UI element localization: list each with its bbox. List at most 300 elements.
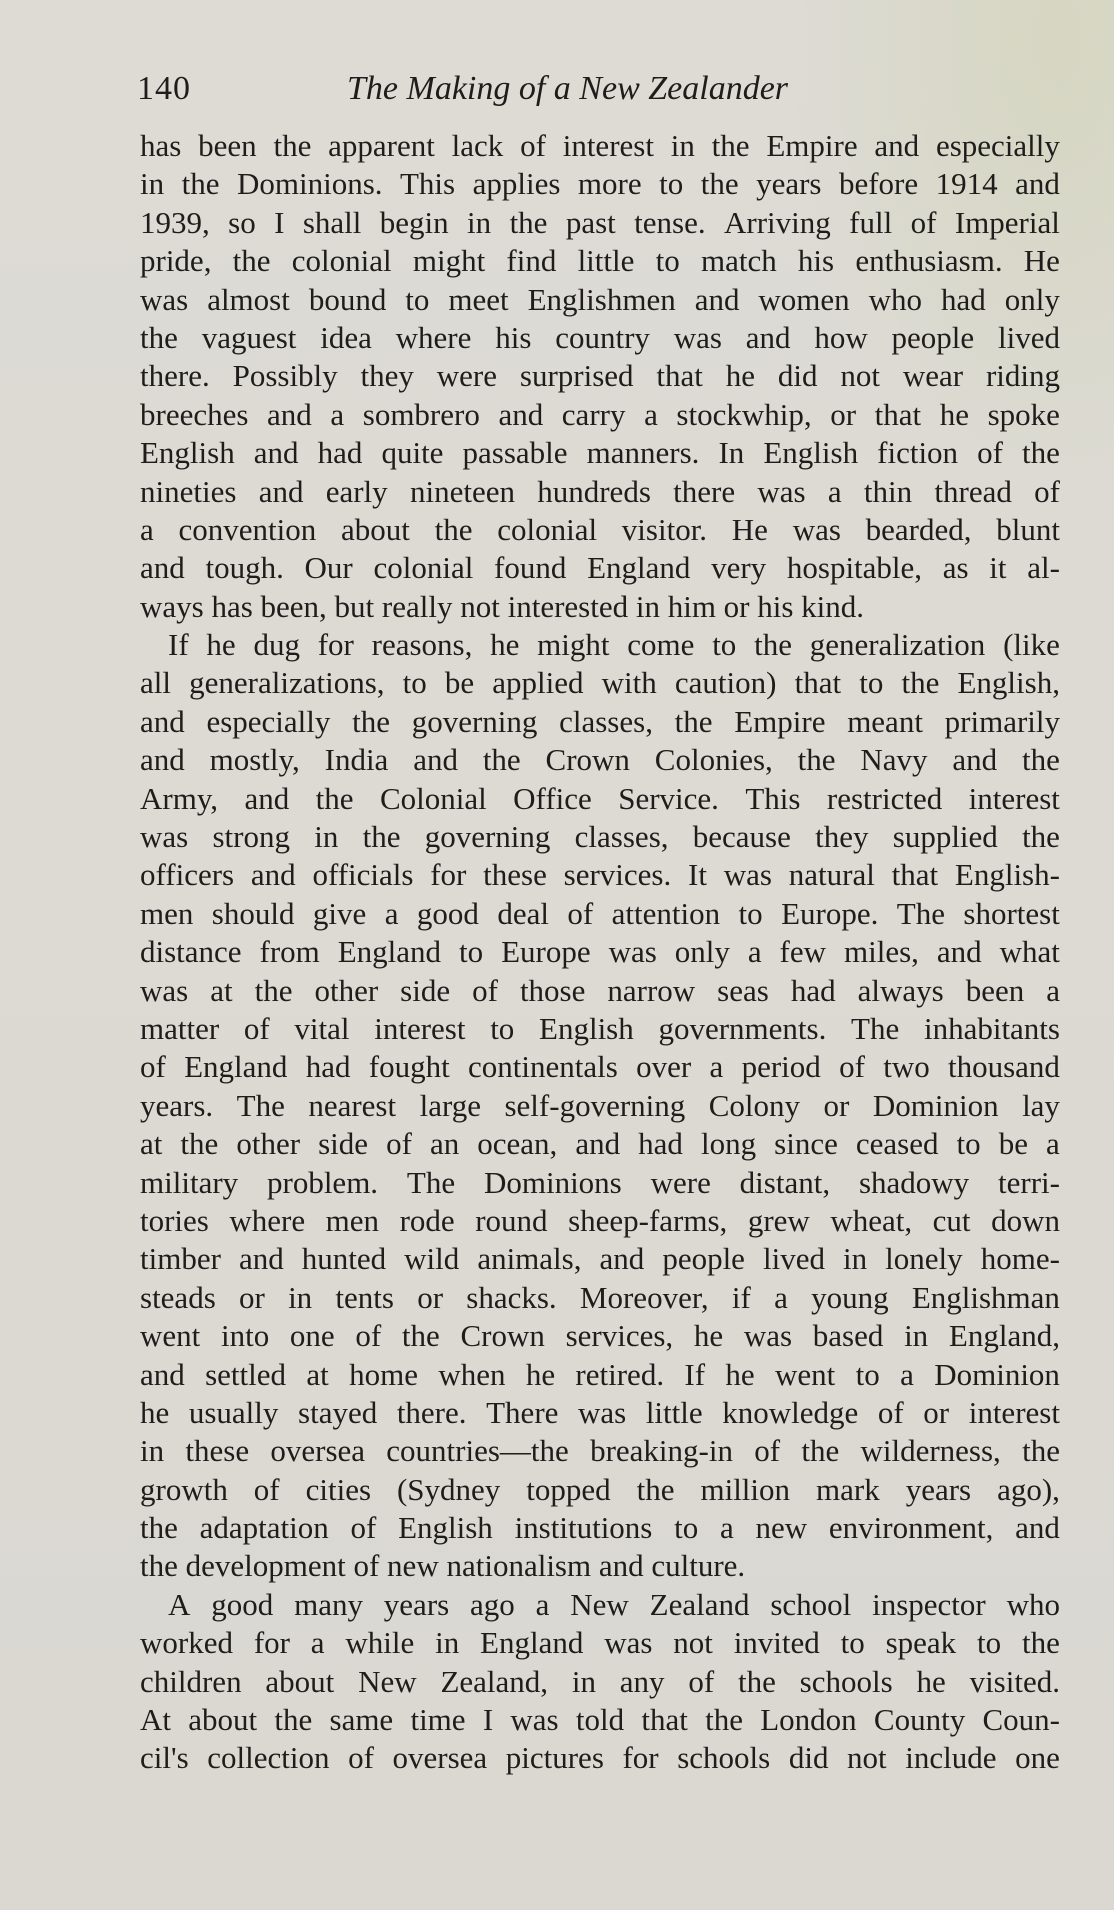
word: strong	[212, 819, 290, 855]
text-line	[140, 1240, 1060, 1278]
word: apparent	[328, 128, 435, 163]
word: a	[900, 1356, 914, 1392]
text-line	[140, 319, 1060, 357]
word: before	[838, 166, 919, 202]
word: of	[754, 1433, 781, 1469]
word: did	[777, 358, 818, 394]
word: there.	[140, 358, 210, 394]
word: thin	[863, 473, 913, 509]
word: or	[239, 1279, 265, 1315]
word: the	[180, 1126, 219, 1162]
word: shortest	[963, 895, 1060, 931]
word: men	[140, 895, 194, 931]
word: was	[140, 972, 189, 1008]
word: so	[228, 204, 256, 240]
word: at	[210, 972, 233, 1008]
word: interest	[374, 1010, 466, 1046]
word: years	[383, 1586, 450, 1622]
word: meet	[448, 281, 509, 317]
word: adaptation	[199, 1510, 329, 1546]
word: million	[700, 1471, 791, 1507]
word: lived	[997, 319, 1060, 355]
word: early	[325, 473, 388, 509]
word: manners.	[586, 435, 700, 471]
word: caution)	[674, 665, 777, 701]
word: only	[1004, 281, 1060, 317]
word: classes,	[559, 703, 653, 739]
word: This	[745, 780, 801, 816]
word: services.	[563, 857, 672, 893]
word: Englishmen	[527, 281, 676, 317]
word: interest	[968, 780, 1060, 816]
word: one	[1015, 1740, 1060, 1776]
word: few	[779, 934, 827, 970]
word: the	[636, 1471, 675, 1507]
word: an	[429, 1126, 460, 1162]
word: a	[535, 1586, 550, 1622]
word: a	[774, 1279, 788, 1315]
word: ceased	[855, 1126, 939, 1162]
text-line	[140, 703, 1060, 741]
text-line	[140, 127, 1060, 165]
word: bearded,	[865, 511, 972, 547]
word: self-governing	[504, 1087, 686, 1123]
word: invited	[733, 1625, 820, 1661]
text-line	[140, 933, 1060, 971]
word: past	[565, 204, 616, 240]
word: a	[827, 473, 842, 509]
word: wilderness,	[860, 1433, 1001, 1469]
word: and	[745, 319, 791, 355]
word: the	[700, 166, 739, 202]
word: Empire	[766, 128, 858, 163]
word: and	[1015, 166, 1060, 202]
word: surprised	[519, 358, 634, 394]
word: topped	[526, 1471, 611, 1507]
word: English	[398, 1510, 493, 1546]
word: or	[823, 1087, 850, 1123]
word: stayed	[298, 1394, 378, 1430]
word: distance	[140, 934, 242, 970]
word: to	[402, 665, 427, 701]
word: schools	[677, 1740, 771, 1776]
word: of	[253, 1471, 280, 1507]
text-line	[140, 1624, 1060, 1662]
word: tense.	[634, 204, 706, 240]
word: the	[181, 166, 220, 202]
word: Moreover,	[579, 1279, 709, 1315]
word: men	[325, 1202, 380, 1238]
word: governments.	[658, 1010, 827, 1046]
word: when	[438, 1356, 506, 1392]
word: spoke	[987, 396, 1060, 432]
word: English	[539, 1010, 634, 1046]
word: might	[412, 243, 486, 279]
word: or	[923, 1394, 950, 1430]
word: This	[400, 166, 456, 202]
text-line	[140, 1317, 1060, 1355]
word: children	[140, 1663, 242, 1699]
word: over	[636, 1049, 692, 1085]
word: especially	[935, 128, 1060, 163]
word: these	[185, 1433, 250, 1469]
word: narrow	[607, 972, 696, 1008]
word: and	[874, 128, 920, 163]
word: Dominion	[934, 1356, 1060, 1392]
word: ago	[470, 1586, 515, 1622]
word: lay	[1022, 1087, 1060, 1123]
text-line	[140, 1394, 1060, 1432]
word: school	[770, 1586, 852, 1622]
word: was	[723, 857, 772, 893]
word: with	[601, 665, 657, 701]
word: home	[349, 1356, 418, 1392]
word: same	[329, 1702, 394, 1738]
word: new	[755, 1510, 808, 1546]
word: were	[650, 1164, 711, 1200]
text-line-content: the development of new nationalism and culture.	[140, 1548, 746, 1584]
word: Colony	[708, 1087, 801, 1123]
word: and	[1015, 1510, 1060, 1546]
word: natural	[788, 857, 875, 893]
word: Our	[304, 550, 353, 586]
word: hundreds	[537, 473, 651, 509]
word: colonial	[373, 550, 474, 586]
word: he	[140, 1394, 170, 1430]
word: fought	[368, 1049, 450, 1085]
word: was	[608, 934, 657, 970]
word: London	[760, 1702, 857, 1738]
word: Dominion	[872, 1087, 999, 1123]
word: a	[720, 1510, 734, 1546]
text-line	[140, 1663, 1060, 1701]
word: England	[184, 1049, 288, 1085]
word: (Sydney	[396, 1471, 501, 1507]
word: more	[577, 166, 642, 202]
word: at	[306, 1356, 329, 1392]
text-line	[140, 1048, 1060, 1086]
word: animals,	[477, 1241, 582, 1277]
word: not	[840, 358, 880, 394]
word: nearest	[308, 1087, 397, 1123]
word: found	[494, 550, 567, 586]
word: visitor.	[621, 511, 708, 547]
word: the	[482, 742, 521, 778]
word: in	[904, 1318, 929, 1354]
word: English,	[957, 665, 1060, 701]
word: 1939,	[140, 204, 210, 240]
word: to	[977, 1625, 1002, 1661]
word: generalization	[809, 627, 986, 663]
word: and	[250, 857, 296, 893]
word: Crown	[460, 1318, 545, 1354]
word: might	[537, 627, 610, 663]
word: primarily	[944, 703, 1060, 739]
word: of	[243, 1010, 270, 1046]
word: in	[140, 1433, 165, 1469]
word: Army,	[140, 780, 219, 816]
text-line	[140, 780, 1060, 818]
word: A	[168, 1586, 191, 1622]
word: Dominions	[483, 1164, 622, 1200]
word: and	[140, 1356, 185, 1392]
word: went	[775, 1356, 836, 1392]
word: al-	[1027, 550, 1060, 586]
word: supplied	[892, 819, 998, 855]
word: that	[656, 358, 703, 394]
word: to	[738, 895, 763, 931]
word: was	[673, 319, 722, 355]
word: the	[140, 1510, 178, 1546]
word: worked	[140, 1625, 233, 1661]
text-line	[140, 1586, 1060, 1624]
word: deal	[497, 895, 549, 931]
word: all	[140, 665, 171, 701]
word: two	[883, 1049, 930, 1085]
word: institutions	[514, 1510, 653, 1546]
word: should	[211, 895, 295, 931]
word: went	[140, 1318, 201, 1354]
word: idea	[320, 319, 372, 355]
word: a	[140, 511, 154, 547]
word: he	[916, 1663, 946, 1699]
word: not	[847, 1740, 887, 1776]
word: mostly,	[209, 742, 300, 778]
word: shadowy	[858, 1164, 970, 1200]
word: terri-	[998, 1164, 1060, 1200]
word: was	[510, 1702, 559, 1738]
word: speak	[885, 1625, 957, 1661]
text-line	[140, 165, 1060, 203]
word: England	[480, 1625, 584, 1661]
word: young	[811, 1279, 889, 1315]
word: country	[555, 319, 650, 355]
word: Coun-	[982, 1702, 1060, 1738]
word: English	[763, 435, 859, 471]
word: had	[790, 972, 836, 1008]
word: and	[936, 934, 982, 970]
word: women	[758, 281, 850, 317]
word: interest	[968, 1394, 1060, 1430]
word: years	[905, 1471, 972, 1507]
word: The	[851, 1010, 900, 1046]
word: be	[998, 1126, 1028, 1162]
word: one	[289, 1318, 335, 1354]
word: in	[140, 166, 165, 202]
word: and	[140, 550, 185, 586]
word: the	[801, 1433, 840, 1469]
word: full	[849, 204, 893, 240]
word: Service.	[618, 780, 719, 816]
word: other	[236, 1126, 301, 1162]
word: include	[905, 1740, 997, 1776]
word: into	[220, 1318, 270, 1354]
word: tents	[335, 1279, 394, 1315]
word: of	[567, 895, 594, 931]
word: other	[314, 972, 379, 1008]
word: cities	[305, 1471, 372, 1507]
word: about	[340, 511, 410, 547]
page-number: 140	[137, 70, 191, 107]
word: officials	[312, 857, 414, 893]
word: nineteen	[409, 473, 515, 509]
text-line	[140, 1432, 1060, 1470]
word: and	[140, 742, 185, 778]
word: inhabitants	[923, 1010, 1060, 1046]
word: Crown	[545, 742, 630, 778]
text-line-content: ways has been, but really not interested in him or his kind.	[140, 588, 865, 624]
word: had	[305, 1049, 351, 1085]
word: to	[405, 281, 430, 317]
word: for	[430, 857, 467, 893]
word: there.	[396, 1394, 467, 1430]
running-head	[137, 70, 1067, 114]
word: the	[1022, 819, 1060, 855]
word: had	[638, 1126, 683, 1162]
text-line	[140, 818, 1060, 856]
word: and	[244, 780, 290, 816]
word: been	[965, 972, 1025, 1008]
word: and	[140, 703, 185, 739]
word: little	[577, 243, 635, 279]
word: good	[416, 895, 479, 931]
word: the	[274, 1702, 313, 1738]
word: because	[692, 819, 791, 855]
word: England	[337, 934, 442, 970]
word: years	[756, 166, 822, 202]
word: steads	[140, 1279, 216, 1315]
word: based	[812, 1318, 884, 1354]
word: the	[797, 742, 836, 778]
word: a	[310, 1625, 325, 1661]
word: not	[673, 1625, 713, 1661]
word: services,	[565, 1318, 674, 1354]
word: a	[330, 396, 345, 432]
word: Empire	[734, 703, 826, 739]
word: was	[578, 1394, 627, 1430]
word: There	[486, 1394, 559, 1430]
text-line	[140, 1356, 1060, 1394]
word: problem.	[267, 1164, 379, 1200]
word: many	[294, 1586, 363, 1622]
word: the	[705, 1702, 743, 1738]
word: in	[467, 204, 492, 240]
word: in	[314, 819, 339, 855]
word: He	[1023, 243, 1060, 279]
word: come	[627, 627, 695, 663]
word: the	[434, 511, 473, 547]
word: breaking-in	[590, 1433, 733, 1469]
word: applied	[492, 665, 584, 701]
word: seas	[717, 972, 769, 1008]
word: visited.	[969, 1663, 1060, 1699]
word: and	[952, 742, 998, 778]
word: a	[1046, 1126, 1060, 1162]
word: settled	[205, 1356, 287, 1392]
word: long	[700, 1126, 757, 1162]
word: and	[413, 742, 458, 778]
word: about	[265, 1663, 335, 1699]
word: timber	[140, 1241, 221, 1277]
word: to	[674, 1510, 699, 1546]
word: wear	[902, 358, 964, 394]
word: New	[358, 1663, 417, 1699]
word: his	[495, 319, 532, 355]
word: tough.	[205, 550, 284, 586]
word: thread	[934, 473, 1012, 509]
word: vital	[294, 1010, 350, 1046]
word: miles,	[843, 934, 919, 970]
word: usually	[188, 1394, 279, 1430]
word: of	[355, 1318, 382, 1354]
word: England,	[948, 1318, 1060, 1354]
word: the	[901, 665, 940, 701]
word: he	[525, 1356, 556, 1392]
text-line	[140, 434, 1060, 472]
word: and	[575, 1126, 621, 1162]
word: Englishman	[911, 1279, 1060, 1315]
word: who	[868, 281, 923, 317]
word: a	[1046, 972, 1060, 1008]
word: I	[482, 1702, 494, 1738]
word: pride,	[140, 243, 212, 279]
text-line	[140, 1010, 1060, 1048]
word: cil's	[140, 1740, 189, 1776]
word: who	[1006, 1586, 1060, 1622]
word: of	[977, 435, 1003, 471]
word: Arriving	[724, 204, 831, 240]
word: classes,	[574, 819, 669, 855]
word: the	[273, 128, 312, 163]
word: the	[509, 204, 548, 240]
word: where	[229, 1202, 306, 1238]
word: of	[839, 1049, 865, 1085]
word: told	[575, 1702, 625, 1738]
word: a	[384, 895, 399, 931]
word: English-	[954, 857, 1060, 893]
word: for	[253, 1625, 290, 1661]
word: County	[873, 1702, 966, 1738]
word: while	[345, 1625, 415, 1661]
word: and	[599, 1241, 645, 1277]
text-line	[140, 741, 1060, 779]
word: people	[891, 319, 975, 355]
word: if	[731, 1279, 751, 1315]
word: Possibly	[232, 358, 338, 394]
word: since	[774, 1126, 838, 1162]
text-line	[140, 549, 1060, 587]
word: for	[622, 1740, 659, 1776]
text-line	[140, 242, 1060, 280]
word: 1914	[935, 166, 998, 202]
word: retired.	[575, 1356, 665, 1392]
word: governing	[411, 703, 538, 739]
word: shacks.	[466, 1279, 557, 1315]
word: those	[519, 972, 586, 1008]
word: was	[140, 281, 189, 317]
word: large	[419, 1087, 481, 1123]
word: only	[674, 934, 730, 970]
word: hunted	[301, 1241, 387, 1277]
word: the	[140, 319, 178, 355]
word: rode	[399, 1202, 455, 1238]
word: and	[253, 435, 299, 471]
word: Europe	[501, 934, 591, 970]
text-line	[140, 1509, 1060, 1547]
word: Colonial	[379, 780, 487, 816]
word: nineties	[140, 473, 237, 509]
word: lived	[762, 1241, 825, 1277]
